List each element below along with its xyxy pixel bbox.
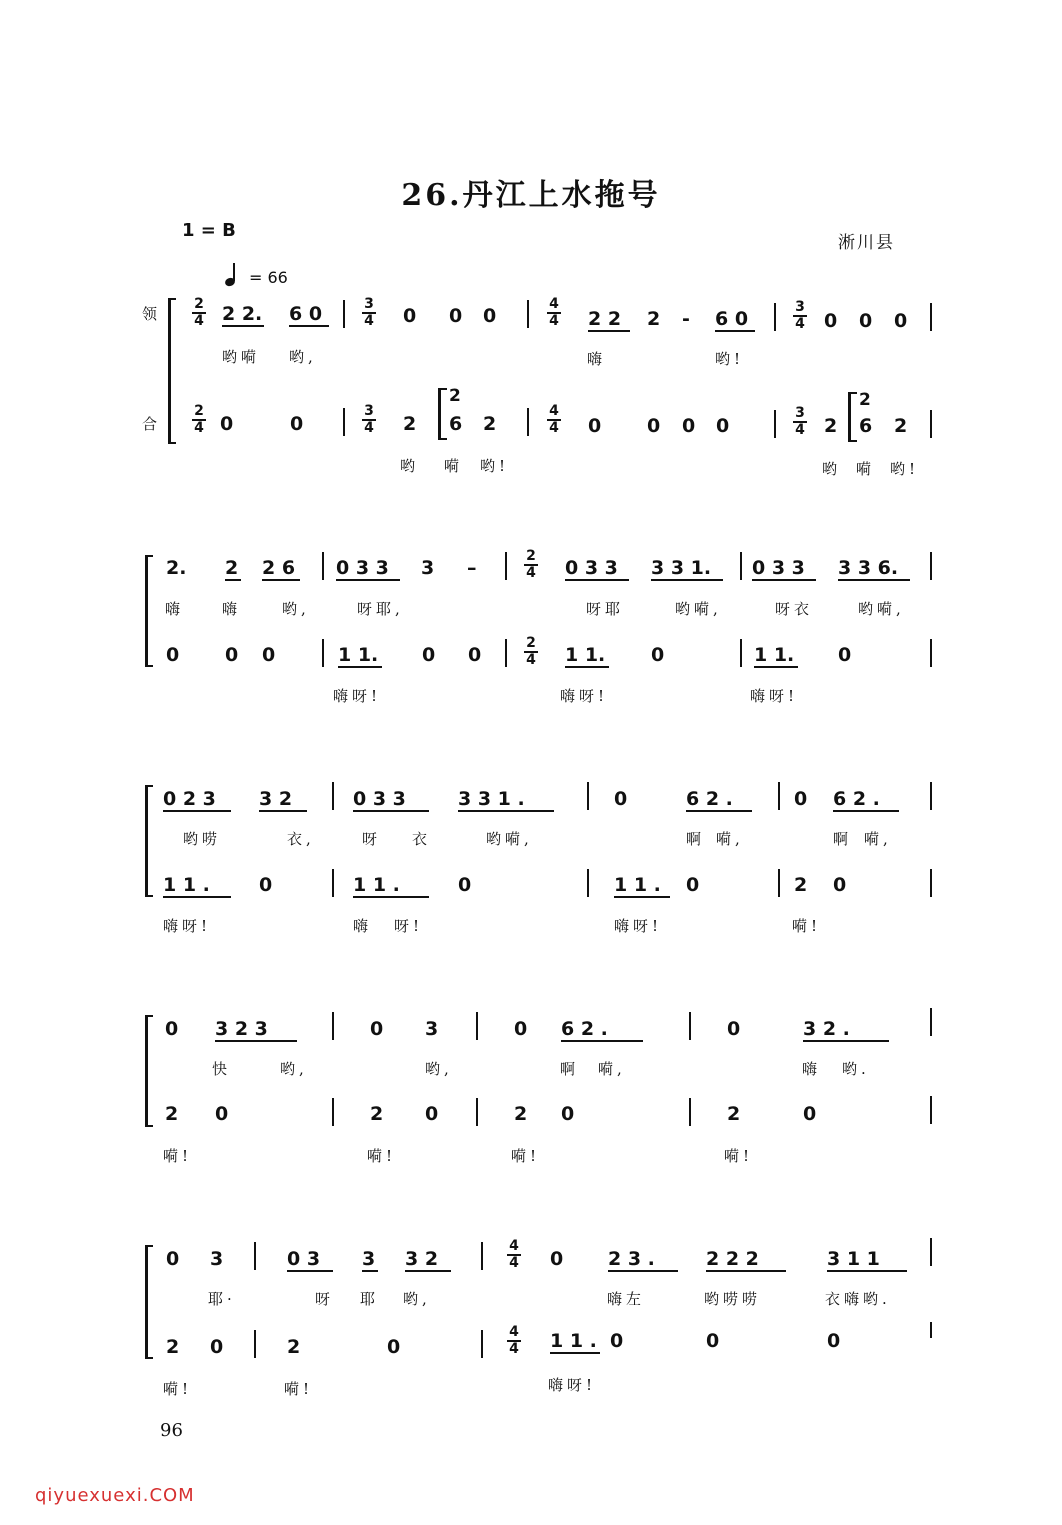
lyric: 啊 — [833, 830, 853, 848]
note: 6 0 — [715, 308, 749, 330]
lyric: 呀! — [394, 917, 424, 935]
barline — [930, 303, 932, 331]
note: 2 — [165, 1103, 179, 1125]
note: 1 1. — [565, 644, 606, 666]
lyric: 衣, — [287, 830, 315, 848]
note: 2 3 . — [608, 1248, 655, 1270]
time-signature: 3 4 — [793, 300, 807, 332]
note: 0 — [614, 788, 628, 810]
lyric: 嗨呀! — [163, 917, 212, 935]
lyric: 嗬, — [864, 830, 892, 848]
lyric: 哟嗬, — [486, 830, 533, 848]
note: 0 — [716, 415, 730, 437]
lyric: 哟. — [842, 1060, 870, 1078]
note: 0 — [894, 310, 908, 332]
barline — [343, 300, 345, 328]
note: 0 — [727, 1018, 741, 1040]
note: 0 — [387, 1336, 401, 1358]
lyric: 哟嗬 — [222, 348, 261, 366]
note: 0 — [833, 874, 847, 896]
note: 0 — [215, 1103, 229, 1125]
lyric: 嗬, — [716, 830, 744, 848]
lyric: 嗨左 — [607, 1290, 646, 1308]
lyric: 嗬! — [163, 1380, 193, 1398]
note: 1 1 . — [550, 1330, 597, 1352]
note: 0 — [859, 310, 873, 332]
lyric: 嗬! — [163, 1147, 193, 1165]
barline — [778, 782, 780, 810]
barline — [527, 300, 529, 328]
lyric: 嗨 — [802, 1060, 822, 1078]
note: 3 3 1. — [651, 557, 712, 579]
note: 0 — [262, 644, 276, 666]
barline — [481, 1242, 483, 1270]
note: 2 — [514, 1103, 528, 1125]
lyric: 嗬 — [444, 457, 464, 475]
lyric: 嗨呀! — [333, 687, 382, 705]
note: 0 3 3 — [565, 557, 618, 579]
barline — [332, 869, 334, 897]
part-label-chorus: 合 — [142, 415, 158, 433]
note: 2 — [794, 874, 808, 896]
system-bracket — [145, 1245, 153, 1359]
lyric: 呀衣 — [775, 600, 814, 618]
note: 2 — [403, 413, 417, 435]
page-number: 96 — [160, 1420, 183, 1441]
barline — [774, 410, 776, 438]
tempo-marking: = 66 — [225, 265, 288, 287]
barline — [481, 1330, 483, 1358]
lyric: 嗨呀! — [614, 917, 663, 935]
note: 0 — [682, 415, 696, 437]
time-signature: 3 4 — [793, 406, 807, 438]
lyric: 哟唠 — [183, 830, 222, 848]
barline — [740, 639, 742, 667]
note: 2 — [727, 1103, 741, 1125]
lyric: 嗨 — [587, 350, 607, 368]
note: 3 2 — [405, 1248, 439, 1270]
barline — [930, 410, 932, 438]
note: 0 — [561, 1103, 575, 1125]
note: 2 — [859, 390, 871, 410]
barline — [476, 1098, 478, 1126]
lyric: 嗬! — [724, 1147, 754, 1165]
note: 0 — [610, 1330, 624, 1352]
time-signature: 4 4 — [507, 1325, 521, 1357]
barline — [740, 552, 742, 580]
note: 2 — [449, 386, 461, 406]
lyric: 啊 — [686, 830, 706, 848]
note: 2 — [166, 1336, 180, 1358]
barline — [322, 552, 324, 580]
barline — [930, 782, 932, 810]
lyric: 哟, — [403, 1290, 431, 1308]
note: 0 — [550, 1248, 564, 1270]
note: 6 2 . — [833, 788, 880, 810]
note: 0 — [220, 413, 234, 435]
lyric: 哟嗬, — [675, 600, 722, 618]
lyric: 哟 — [400, 457, 420, 475]
system-bracket — [145, 555, 153, 667]
note: 0 — [647, 415, 661, 437]
time-signature: 2 4 — [524, 549, 538, 581]
lyric: 哟, — [282, 600, 310, 618]
lyric: 嗨 — [222, 600, 242, 618]
barline — [930, 639, 932, 667]
note: 0 3 3 — [336, 557, 389, 579]
note: 2 2 2 — [706, 1248, 759, 1270]
lyric: 衣 — [412, 830, 432, 848]
note: 0 3 3 — [752, 557, 805, 579]
lyric: 耶 — [360, 1290, 380, 1308]
barline — [332, 1012, 334, 1040]
note: 6 2 . — [561, 1018, 608, 1040]
note: 2 6 — [262, 557, 296, 579]
barline — [930, 869, 932, 897]
lyric: 嗬, — [598, 1060, 626, 1078]
note: 6 0 — [289, 303, 323, 325]
time-signature: 3 4 — [362, 297, 376, 329]
note: 0 — [824, 310, 838, 332]
note: 1 1. — [338, 644, 379, 666]
note: 3 3 1 . — [458, 788, 525, 810]
note: 0 — [803, 1103, 817, 1125]
lyric: 呀 — [362, 830, 382, 848]
note: 2 2 — [588, 308, 622, 330]
note: 1 1. — [754, 644, 795, 666]
note: 3 — [425, 1018, 439, 1040]
lyric: 哟! — [715, 350, 745, 368]
lyric: 哟, — [280, 1060, 308, 1078]
barline — [689, 1012, 691, 1040]
barline — [332, 782, 334, 810]
region-label: 淅川县 — [838, 233, 895, 253]
note: 0 — [290, 413, 304, 435]
note: 3 — [210, 1248, 224, 1270]
barline — [774, 303, 776, 331]
note: 0 — [686, 874, 700, 896]
note: 6 2 . — [686, 788, 733, 810]
barline — [505, 639, 507, 667]
lyric: 哟 — [822, 460, 842, 478]
note: 3 2 3 — [215, 1018, 268, 1040]
lyric: 哟嗬, — [858, 600, 905, 618]
lyric: 嗬! — [511, 1147, 541, 1165]
barline — [254, 1330, 256, 1358]
lyric: 嗨呀! — [750, 687, 799, 705]
barline — [343, 408, 345, 436]
note: 0 — [827, 1330, 841, 1352]
note: 6 — [449, 413, 463, 435]
lyric: 呀耶, — [357, 600, 404, 618]
note: 0 — [449, 305, 463, 327]
barline — [254, 1242, 256, 1270]
page-title: 26.丹江上水拖号 — [401, 178, 661, 213]
note: 0 2 3 — [163, 788, 216, 810]
key-signature: 1 = B — [182, 220, 236, 241]
note: 3 — [421, 557, 435, 579]
note: 2 — [225, 557, 239, 579]
barline — [930, 1008, 932, 1036]
system-bracket — [145, 785, 153, 897]
lyric: 呀耶 — [586, 600, 625, 618]
note: 1 1 . — [163, 874, 210, 896]
barline — [322, 639, 324, 667]
barline — [778, 869, 780, 897]
note: 0 — [259, 874, 273, 896]
barline — [930, 1322, 932, 1338]
note: 0 — [588, 415, 602, 437]
lyric: 嗨 — [353, 917, 373, 935]
note: 2 — [287, 1336, 301, 1358]
barline — [587, 869, 589, 897]
lyric: 嗨 — [165, 600, 185, 618]
note: 2 — [483, 413, 497, 435]
barline — [505, 552, 507, 580]
part-label-lead: 领 — [142, 305, 158, 323]
lyric: 嗨呀! — [548, 1376, 597, 1394]
lyric: 耶· — [208, 1290, 236, 1308]
note: 3 3 6. — [838, 557, 899, 579]
note: 0 — [483, 305, 497, 327]
lyric: 哟! — [890, 460, 920, 478]
note: 1 1 . — [614, 874, 661, 896]
lyric: 呀 — [315, 1290, 335, 1308]
barline — [332, 1098, 334, 1126]
barline — [930, 552, 932, 580]
note: 0 — [166, 1248, 180, 1270]
note: 2 — [647, 308, 661, 330]
barline — [587, 782, 589, 810]
note: 0 — [403, 305, 417, 327]
lyric: 哟! — [480, 457, 510, 475]
note: 2 — [370, 1103, 384, 1125]
time-signature: 4 4 — [507, 1239, 521, 1271]
note: 3 1 1 — [827, 1248, 880, 1270]
barline — [930, 1238, 932, 1266]
note: 6 — [859, 415, 873, 437]
barline — [527, 408, 529, 436]
note: 0 3 — [287, 1248, 321, 1270]
lyric: 快 — [212, 1060, 232, 1078]
barline — [930, 1096, 932, 1124]
time-signature: 2 4 — [524, 636, 538, 668]
note: 2. — [166, 557, 187, 579]
note: – — [467, 557, 477, 579]
time-signature: 4 4 — [547, 404, 561, 436]
lyric: 哟, — [289, 348, 317, 366]
note: 0 — [225, 644, 239, 666]
note: 0 3 3 — [353, 788, 406, 810]
note: 3 — [362, 1248, 376, 1270]
note: 0 — [370, 1018, 384, 1040]
system-bracket — [168, 298, 176, 444]
watermark: qiyuexuexi.COM — [35, 1485, 195, 1506]
note: 0 — [794, 788, 808, 810]
lyric: 啊 — [560, 1060, 580, 1078]
note: 0 — [210, 1336, 224, 1358]
note: 0 — [651, 644, 665, 666]
note: 0 — [458, 874, 472, 896]
note: 3 2 . — [803, 1018, 850, 1040]
time-signature: 2 4 — [192, 404, 206, 436]
time-signature: 3 4 — [362, 404, 376, 436]
time-signature: 2 4 — [192, 297, 206, 329]
note: 0 — [706, 1330, 720, 1352]
barline — [689, 1098, 691, 1126]
note: 0 — [838, 644, 852, 666]
note: 1 1 . — [353, 874, 400, 896]
lyric: 哟, — [425, 1060, 453, 1078]
note: 0 — [468, 644, 482, 666]
barline — [476, 1012, 478, 1040]
lyric: 嗬! — [792, 917, 822, 935]
note: 0 — [165, 1018, 179, 1040]
note: 0 — [422, 644, 436, 666]
note: 0 — [514, 1018, 528, 1040]
lyric: 嗬! — [367, 1147, 397, 1165]
note: 2 — [824, 415, 838, 437]
lyric: 哟唠唠 — [704, 1290, 762, 1308]
time-signature: 4 4 — [547, 297, 561, 329]
note: 3 2 — [259, 788, 293, 810]
note: 0 — [425, 1103, 439, 1125]
note: - — [682, 308, 690, 330]
lyric: 嗨呀! — [560, 687, 609, 705]
note: 0 — [166, 644, 180, 666]
lyric: 衣嗨哟. — [825, 1290, 891, 1308]
note: 2 — [894, 415, 908, 437]
lyric: 嗬 — [856, 460, 876, 478]
system-bracket — [145, 1015, 153, 1127]
lyric: 嗬! — [284, 1380, 314, 1398]
note: 2 2. — [222, 303, 263, 325]
